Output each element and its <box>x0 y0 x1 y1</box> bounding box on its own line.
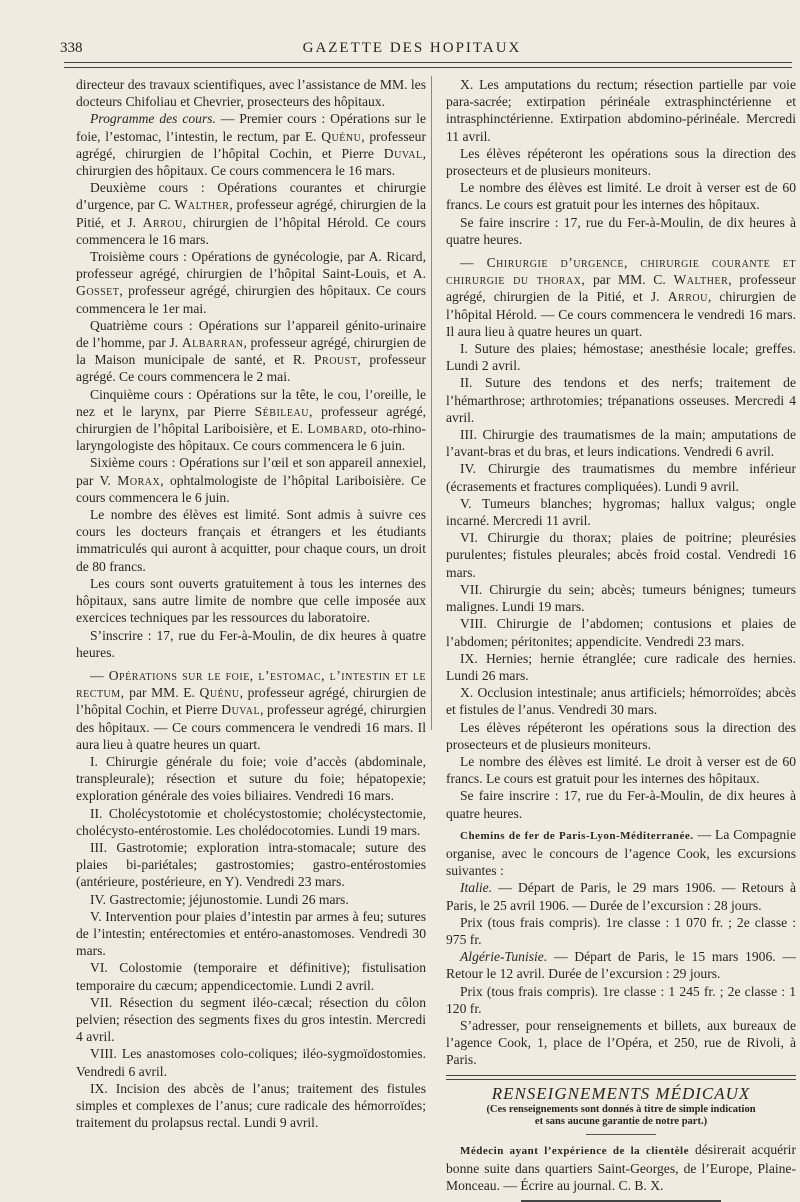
short-rule <box>586 1134 656 1135</box>
classified-ad: Médecin ayant l’expérience de la clientèle désirerait acquérir bonne suite dans quartiers Saint-Georges, de l’Europe, Plaine-Monceau. — Écrire au journal. C. B. X. <box>446 1141 796 1193</box>
page-number: 338 <box>60 40 83 56</box>
paragraph-enrollment: Le nombre des élèves est limité. Le droit à verser est de 60 francs. Le cours est gratuit pour les internes des hôpitaux. <box>446 180 796 213</box>
paragraph-course-6: Sixième cours : Opérations sur l’œil et son appareil annexiel, par V. Morax, ophtalmologiste de l’hôpital Lariboisière. Ce cours commencera le 6 juin. <box>76 455 427 505</box>
paragraph-repeat-ops: Les élèves répéteront les opérations sous la direction des prosecteurs et de plusieurs moniteurs. <box>446 145 796 179</box>
list-item: IX. Hernies; hernie étranglée; cure radicale des hernies. Lundi 26 mars. <box>446 650 796 683</box>
paragraph-register: Se faire inscrire : 17, rue du Fer-à-Moulin, de dix heures à quatre heures. <box>446 214 796 247</box>
left-column <box>76 76 426 1131</box>
paragraph-enrollment: Le nombre des élèves est limité. Le droit à verser est de 60 francs. Le cours est gratuit pour les internes des hôpitaux. <box>446 753 796 787</box>
list-item: IV. Gastrectomie; jéjunostomie. Lundi 26 mars. <box>90 891 349 907</box>
list-item: V. Intervention pour plaies d’intestin par armes à feu; sutures de l’intestin; entérectomies et entéro-anastomoses. Vendredi 30 mars. <box>76 908 426 959</box>
paragraph-course-2: Deuxième cours : Opérations courantes et chirurgie d’urgence, par C. Walther, professeur agrégé, chirurgien de la Pitié, et J. Arrou, chirurgien de l’hôpital Hérold. Ce cours commencera le 16 mars. <box>76 180 427 247</box>
paragraph-algeria-price: Prix (tous frais compris). 1re classe : 1 245 fr. ; 2e classe : 1 120 fr. <box>446 983 796 1016</box>
paragraph-repeat-ops: Les élèves répéteront les opérations sous la direction des prosecteurs et de plusieurs moniteurs. <box>446 719 796 752</box>
paragraph-free-courses: Les cours sont ouverts gratuitement à tous les internes des hôpitaux, sans autre limite de nombre que celle imposée aux exercices techniques par les ressources du laboratoire. <box>76 575 426 626</box>
paragraph-program: Programme des cours. — Premier cours : Opérations sur le foie, l’estomac, l’intestin, le rectum, par E. Quénu, professeur agrégé, chirurgien de l’hôpital Cochin, et Pierre Duval, chirurgien des hôpitaux. Ce cours commencera le 16 mars. <box>76 111 426 179</box>
list-item: I. Chirurgie générale du foie; voie d’accès (abdominale, transpleurale); résection et suture du foie; hépatopexie; exploration générale des voies biliaires. Vendredi 16 mars. <box>76 753 426 804</box>
list-item: III. Chirurgie des traumatismes de la main; amputations de l’avant-bras et du bras, et leurs indications. Vendredi 6 avril. <box>446 427 796 460</box>
running-title: GAZETTE DES HOPITAUX <box>302 40 522 56</box>
section-emergency-surgery: — Chirurgie d’urgence, chirurgie courante et chirurgie du thorax, par MM. C. Walther, professeur agrégé, chirurgien de la Pitié, et J. Arrou, chirurgien de l’hôpital Hérold. — Ce cours commencera le vendredi 16 mars. Il aura lieu à quatre heures un quart. <box>446 255 796 339</box>
section-operations-liver: — Opérations sur le foie, l’estomac, l’intestin et le rectum, par MM. E. Quénu, professeur agrégé, chirurgien de l’hôpital Cochin, et Pierre Duval, professeur agrégé, chirurgien des hôpitaux. — Ce cours commencera le vendredi 16 mars. Il aura lieu à quatre heures un quart. <box>76 667 426 752</box>
section-subtitle: (Ces renseignements sont donnés à titre de simple indication <box>486 1103 756 1115</box>
list-item: VI. Chirurgie du thorax; plaies de poitrine; pleurésies purulentes; fistules pleurales; abcès froid costal. Vendredi 16 mars. <box>446 530 796 580</box>
list-item: VII. Résection du segment iléo-cæcal; résection du côlon pelvien; résection des segments fixes du gros intestin. Mercredi 4 avril. <box>76 994 426 1045</box>
list-item: II. Suture des tendons et des nerfs; traitement de l’hémarthrose; arthrotomies; trépanations osseuses. Mercredi 4 avril. <box>446 375 796 425</box>
paragraph-intro: directeur des travaux scientifiques, avec l’assistance de MM. les docteurs Chifoliau et Chevrier, prosecteurs des hôpitaux. <box>76 77 426 110</box>
paragraph-register: S’inscrire : 17, rue du Fer-à-Moulin, de dix heures à quatre heures. <box>76 627 426 660</box>
list-item: X. Les amputations du rectum; résection partielle par voie para-sacrée; extirpation périnéale extrasphinctérienne et intrasphinctérienne. Extirpation abdomino-périnéale. Mercredi 11 avril. <box>446 77 796 144</box>
section-title-medical-info: RENSEIGNEMENTS MÉDICAUX <box>491 1083 751 1103</box>
section-rule <box>446 1075 796 1080</box>
list-item: VIII. Les anastomoses colo-coliques; iléo-sygmoïdostomies. Vendredi 6 avril. <box>76 1046 426 1079</box>
paragraph-algeria: Algérie-Tunisie. — Départ de Paris, le 15 mars 1906. — Retour le 12 avril. Durée de l’excursion : 29 jours. <box>446 949 796 982</box>
list-item: III. Gastrotomie; exploration intra-stomacale; suture des plaies bi-pariétales; gastrostomies; gastro-entérostomies (antérieure, postérieure, en Y). Vendredi 23 mars. <box>76 839 426 890</box>
page-header <box>40 36 784 64</box>
paragraph-italy-price: Prix (tous frais compris). 1re classe : 1 070 fr. ; 2e classe : 975 fr. <box>446 914 796 947</box>
list-item: IV. Chirurgie des traumatismes du membre inférieur (écrasements et fractures compliquées). Lundi 9 avril. <box>446 461 796 494</box>
section-railway: Chemins de fer de Paris-Lyon-Méditerranée. — La Compagnie organise, avec le concours de l’agence Cook, les excursions suivantes : <box>446 826 796 879</box>
list-item: V. Tumeurs blanches; hygromas; hallux valgus; ongle incarné. Mercredi 11 avril. <box>446 495 796 529</box>
list-item: VI. Colostomie (temporaire et définitive); fistulisation temporaire du cæcum; appendicectomie. Lundi 2 avril. <box>76 960 426 993</box>
right-column <box>446 76 796 1202</box>
paragraph-course-5: Cinquième cours : Opérations sur la tête, le cou, l’oreille, le nez et le larynx, par Pierre Sébileau, professeur agrégé, chirurgien de l’hôpital Lariboisière, et E. Lombard, oto-rhino-laryngologiste des hôpitaux. Ce cours commencera le 6 juin. <box>76 386 426 454</box>
list-item: II. Cholécystotomie et cholécystostomie; cholécystectomie, cholécysto-entérostomie. Les cholédocotomies. Lundi 19 mars. <box>76 805 426 838</box>
list-item: VIII. Chirurgie de l’abdomen; contusions et plaies de l’abdomen; péritonites; appendicite. Vendredi 23 mars. <box>446 616 796 649</box>
list-item: IX. Incision des abcès de l’anus; traitement des fistules simples et complexes de l’anus; cure radicale des hémorroïdes; traitement du prolapsus rectal. Lundi 9 avril. <box>76 1080 426 1131</box>
section-subtitle: et sans aucune garantie de notre part.) <box>534 1115 708 1127</box>
paragraph-enrollment: Le nombre des élèves est limité. Sont admis à suivre ces cours les docteurs français et étrangers et les étudiants immatriculés qui auront à acquitter, pour chaque cours, un droit de 80 francs. <box>76 507 426 574</box>
paragraph-italy: Italie. — Départ de Paris, le 29 mars 1906. — Retours à Paris, le 25 avril 1906. — Durée de l’excursion : 28 jours. <box>446 880 796 913</box>
paragraph-course-3: Troisième cours : Opérations de gynécologie, par A. Ricard, professeur agrégé, chirurgien de l’hôpital Saint-Louis, et A. Gosset, professeur agrégé, chirurgien des hôpitaux. Ce cours commencera le 1er mai. <box>76 249 426 316</box>
list-item: VII. Chirurgie du sein; abcès; tumeurs bénignes; tumeurs malignes. Lundi 19 mars. <box>446 581 796 615</box>
header-rule <box>64 62 792 68</box>
list-item: I. Suture des plaies; hémostase; anesthésie locale; greffes. Lundi 2 avril. <box>446 341 796 374</box>
paragraph-register: Se faire inscrire : 17, rue du Fer-à-Moulin, de dix heures à quatre heures. <box>446 788 796 821</box>
column-divider <box>431 76 432 730</box>
list-item: X. Occlusion intestinale; anus artificiels; hémorroïdes; abcès et fistules de l’anus. Vendredi 30 mars. <box>446 685 796 718</box>
paragraph-contact: S’adresser, pour renseignements et billets, aux bureaux de l’agence Cook, 1, place de l’Opéra, et 250, rue de Rivoli, à Paris. <box>446 1017 796 1068</box>
paragraph-course-4: Quatrième cours : Opérations sur l’appareil génito-urinaire de l’homme, par J. Albarran, professeur agrégé, chirurgien de la Maison municipale de santé, et R. Proust, professeur agrégé. Ce cours commencera le 2 mai. <box>76 317 426 385</box>
